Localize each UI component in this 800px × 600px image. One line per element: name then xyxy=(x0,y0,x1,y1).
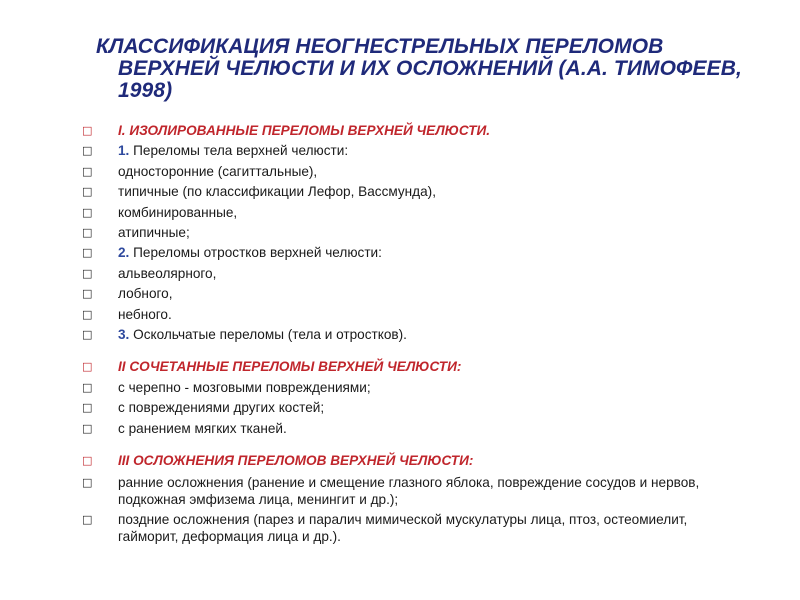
section-3-heading xyxy=(80,451,750,471)
list-item-text: с ранением мягких тканей. xyxy=(118,420,287,436)
list-item-text: ранние осложнения (ранение и смещение глазного яблока, повреждение сосудов и нервов, подкожная эмфизема лица, менингит и др.); xyxy=(118,474,700,507)
list-item-text: односторонние (сагиттальные), xyxy=(118,163,318,179)
square-bullet-icon: □ xyxy=(82,246,93,260)
list-item xyxy=(80,223,750,243)
square-bullet-icon: □ xyxy=(82,226,93,240)
square-bullet-icon: □ xyxy=(82,307,93,321)
list-item xyxy=(80,474,750,509)
list-item xyxy=(80,284,750,304)
section-1-heading xyxy=(80,121,750,141)
subsection-2-text: Переломы отростков верхней челюсти: xyxy=(129,245,382,261)
section-2-heading-text: II СОЧЕТАННЫЕ ПЕРЕЛОМЫ ВЕРХНЕЙ ЧЕЛЮСТИ: xyxy=(118,359,462,375)
list-item-text: лобного, xyxy=(118,286,173,302)
list-item xyxy=(80,182,750,202)
square-bullet-icon: □ xyxy=(82,360,93,374)
square-bullet-icon: □ xyxy=(82,164,93,178)
spacer xyxy=(80,439,750,451)
list-item xyxy=(80,419,750,439)
subsection-1-number: 1. xyxy=(118,143,130,159)
square-bullet-icon: □ xyxy=(82,328,93,342)
list-item xyxy=(80,378,750,398)
square-bullet-icon: □ xyxy=(82,124,93,137)
list-item-text: альвеолярного, xyxy=(118,265,217,281)
list-item-text: комбинированные, xyxy=(118,204,238,220)
list-item xyxy=(80,162,750,182)
list-item-text: поздние осложнения (парез и паралич мимической мускулатуры лица, птоз, остеомиелит, гайморит, деформация лица и др.). xyxy=(118,511,688,544)
subsection-1 xyxy=(80,141,750,161)
subsection-2-number: 2. xyxy=(118,245,130,261)
section-1-heading-text: I. ИЗОЛИРОВАННЫЕ ПЕРЕЛОМЫ ВЕРХНЕЙ ЧЕЛЮСТИ. xyxy=(118,123,491,138)
list-item xyxy=(80,305,750,325)
list-item xyxy=(80,264,750,284)
list-item xyxy=(80,511,750,546)
square-bullet-icon: □ xyxy=(82,205,93,219)
list-item-text: атипичные; xyxy=(118,225,190,241)
slide-title xyxy=(96,36,776,102)
subsection-3 xyxy=(80,325,750,345)
subsection-3-text: Оскольчатые переломы (тела и отростков). xyxy=(129,327,407,343)
subsection-1-text: Переломы тела верхней челюсти: xyxy=(129,143,349,159)
list-item-text: с черепно - мозговыми повреждениями; xyxy=(118,379,371,395)
square-bullet-icon: □ xyxy=(82,454,93,468)
classification-list xyxy=(80,121,750,548)
square-bullet-icon: □ xyxy=(82,185,93,199)
square-bullet-icon: □ xyxy=(82,287,93,301)
list-item xyxy=(80,398,750,418)
list-item xyxy=(80,203,750,223)
list-item-text: с повреждениями других костей; xyxy=(118,400,325,416)
square-bullet-icon: □ xyxy=(82,380,93,394)
section-3-heading-text: III ОСЛОЖНЕНИЯ ПЕРЕЛОМОВ ВЕРХНЕЙ ЧЕЛЮСТИ: xyxy=(118,453,474,469)
section-2-heading xyxy=(80,357,750,377)
list-item-text: типичные (по классификации Лефор, Вассмунда), xyxy=(118,184,436,200)
title-line-2: ВЕРХНЕЙ ЧЕЛЮСТИ И ИХ ОСЛОЖНЕНИЙ (А.А. ТИМОФЕЕВ, xyxy=(118,57,742,80)
title-line-1: КЛАССИФИКАЦИЯ НЕОГНЕСТРЕЛЬНЫХ ПЕРЕЛОМОВ xyxy=(96,35,664,58)
square-bullet-icon: □ xyxy=(82,512,93,526)
spacer xyxy=(80,345,750,357)
square-bullet-icon: □ xyxy=(82,401,93,415)
square-bullet-icon: □ xyxy=(82,421,93,435)
list-item-text: небного. xyxy=(118,306,172,322)
square-bullet-icon: □ xyxy=(82,144,93,158)
square-bullet-icon: □ xyxy=(82,266,93,280)
subsection-3-number: 3. xyxy=(118,327,130,343)
title-line-3: 1998) xyxy=(118,79,173,102)
square-bullet-icon: □ xyxy=(82,475,93,489)
subsection-2 xyxy=(80,243,750,263)
